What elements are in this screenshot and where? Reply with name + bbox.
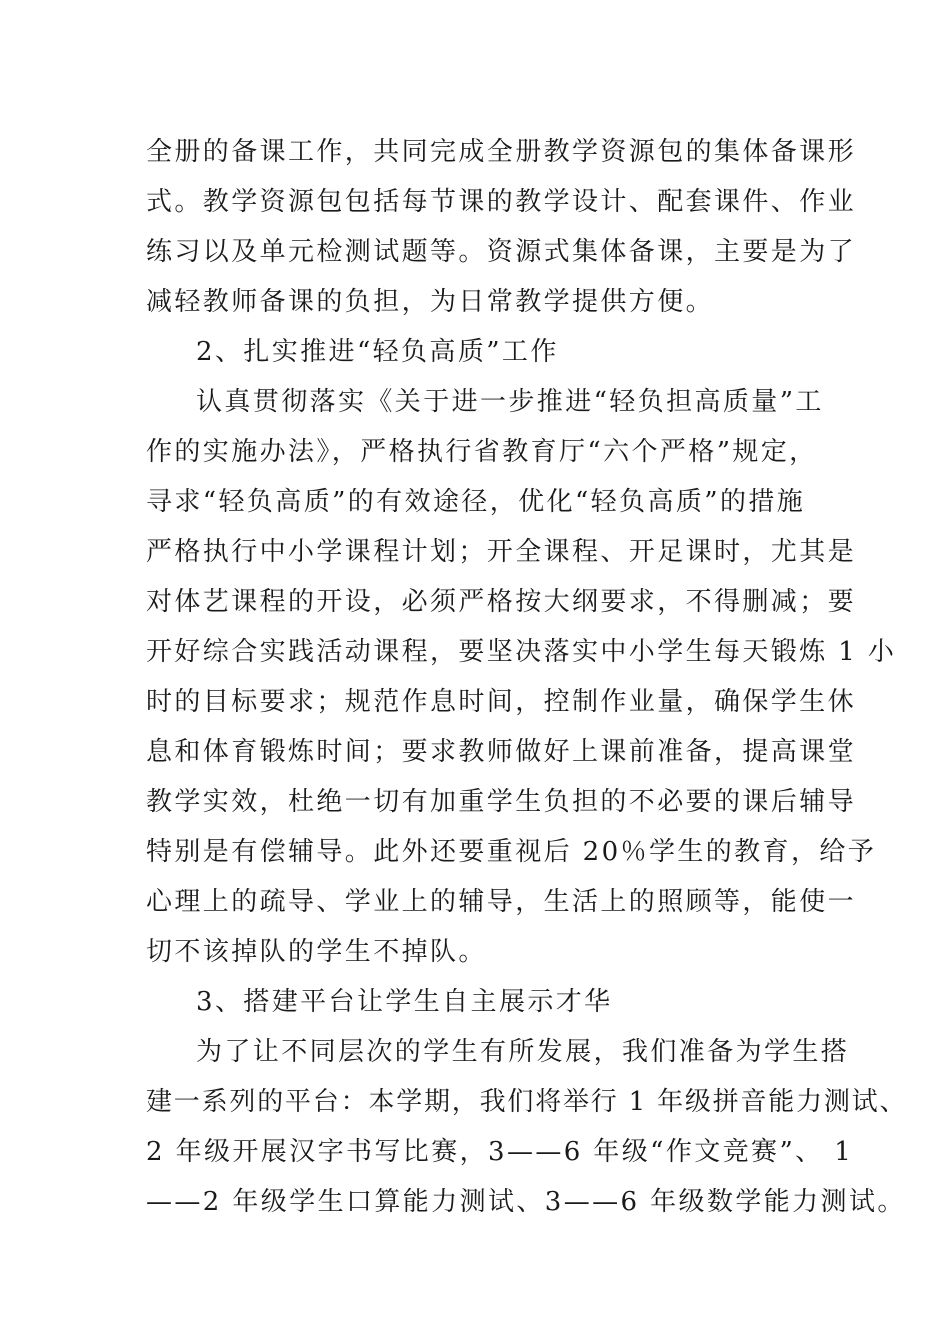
- paragraph-line: 全册的备课工作，共同完成全册教学资源包的集体备课形: [146, 137, 857, 167]
- paragraph-line: 为了让不同层次的学生有所发展，我们准备为学生搭: [196, 1037, 850, 1067]
- paragraph-line: 作的实施办法》，严格执行省教育厅“六个严格”规定，: [146, 437, 818, 467]
- paragraph-line: 练习以及单元检测试题等。资源式集体备课，主要是为了: [146, 237, 857, 267]
- paragraph-line: 式。教学资源包包括每节课的教学设计、配套课件、作业: [146, 187, 857, 217]
- section-heading: 3、搭建平台让学生自主展示才华: [196, 987, 613, 1017]
- paragraph-line: 切不该掉队的学生不掉队。: [146, 937, 487, 967]
- paragraph-line: 教学实效，杜绝一切有加重学生负担的不必要的课后辅导: [146, 787, 857, 817]
- paragraph-line: 严格执行中小学课程计划；开全课程、开足课时，尤其是: [146, 537, 857, 567]
- paragraph-line: 对体艺课程的开设，必须严格按大纲要求，不得删减；要: [146, 587, 857, 617]
- paragraph-line: 时的目标要求；规范作息时间，控制作业量，确保学生休: [146, 687, 857, 717]
- paragraph-line: 心理上的疏导、学业上的辅导，生活上的照顾等，能使一: [146, 887, 857, 917]
- paragraph-line: ——2 年级学生口算能力测试、3——6 年级数学能力测试。: [146, 1187, 906, 1217]
- paragraph-line: 建一系列的平台：本学期，我们将举行 1 年级拼音能力测试、: [146, 1087, 908, 1117]
- paragraph-line: 认真贯彻落实《关于进一步推进“轻负担高质量”工: [196, 387, 824, 417]
- paragraph-line: 2 年级开展汉字书写比赛，3——6 年级“作文竞赛”、 1: [146, 1137, 854, 1167]
- section-heading: 2、扎实推进“轻负高质”工作: [196, 337, 559, 367]
- paragraph-line: 息和体育锻炼时间；要求教师做好上课前准备，提高课堂: [146, 737, 857, 767]
- paragraph-line: 特别是有偿辅导。此外还要重视后 20％学生的教育，给予: [146, 837, 877, 867]
- paragraph-line: 开好综合实践活动课程，要坚决落实中小学生每天锻炼 1 小: [146, 637, 897, 667]
- paragraph-line: 寻求“轻负高质”的有效途径，优化“轻负高质”的措施: [146, 487, 806, 517]
- paragraph-line: 减轻教师备课的负担，为日常教学提供方便。: [146, 287, 715, 317]
